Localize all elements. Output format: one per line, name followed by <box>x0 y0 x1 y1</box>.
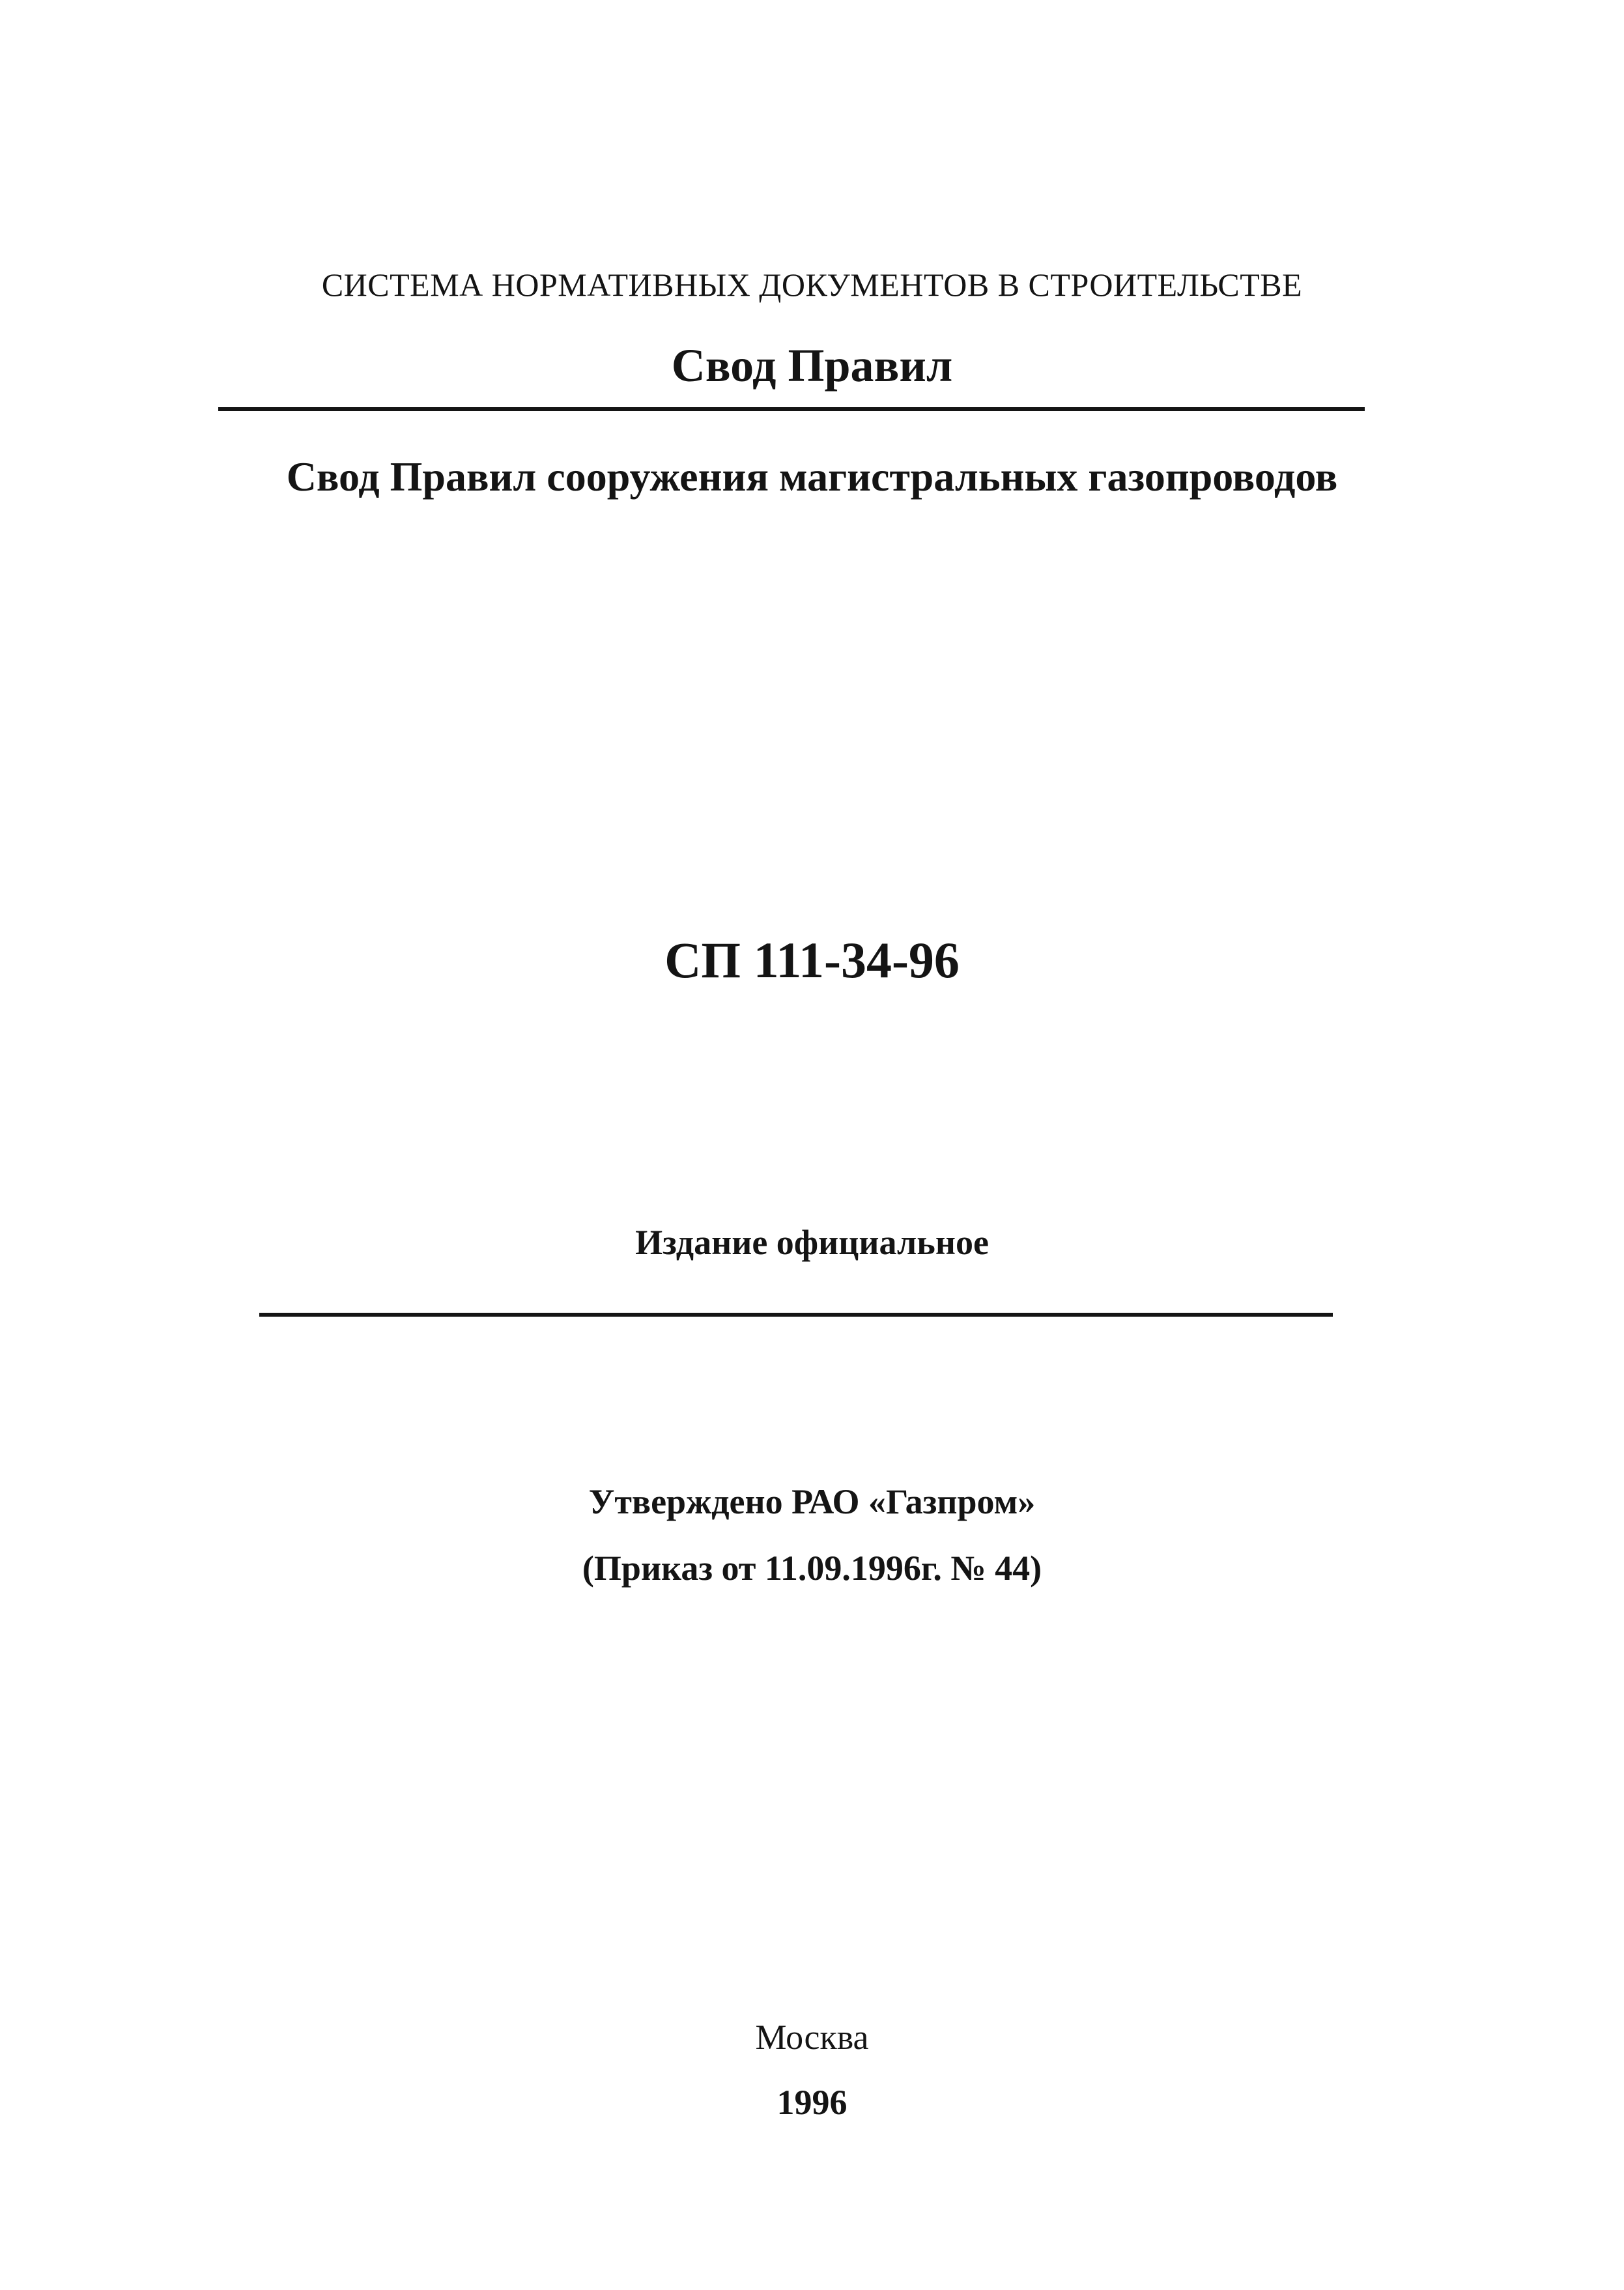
edition-label: Издание официальное <box>635 1223 989 1262</box>
document-code: СП 111-34-96 <box>664 932 960 988</box>
middle-divider <box>259 1313 1333 1317</box>
approval-order: (Приказ от 11.09.1996г. № 44) <box>582 1549 1042 1588</box>
publication-year: 1996 <box>776 2083 848 2122</box>
document-title: Свод Правил сооружения магистральных газопроводов <box>286 453 1338 500</box>
approval-statement: Утверждено РАО «Газпром» <box>588 1482 1036 1521</box>
top-divider <box>218 407 1365 411</box>
system-title: СИСТЕМА НОРМАТИВНЫХ ДОКУМЕНТОВ В СТРОИТЕЛЬСТВЕ <box>321 266 1303 303</box>
publication-city: Москва <box>755 2018 869 2057</box>
series-title: Свод Правил <box>671 339 953 392</box>
